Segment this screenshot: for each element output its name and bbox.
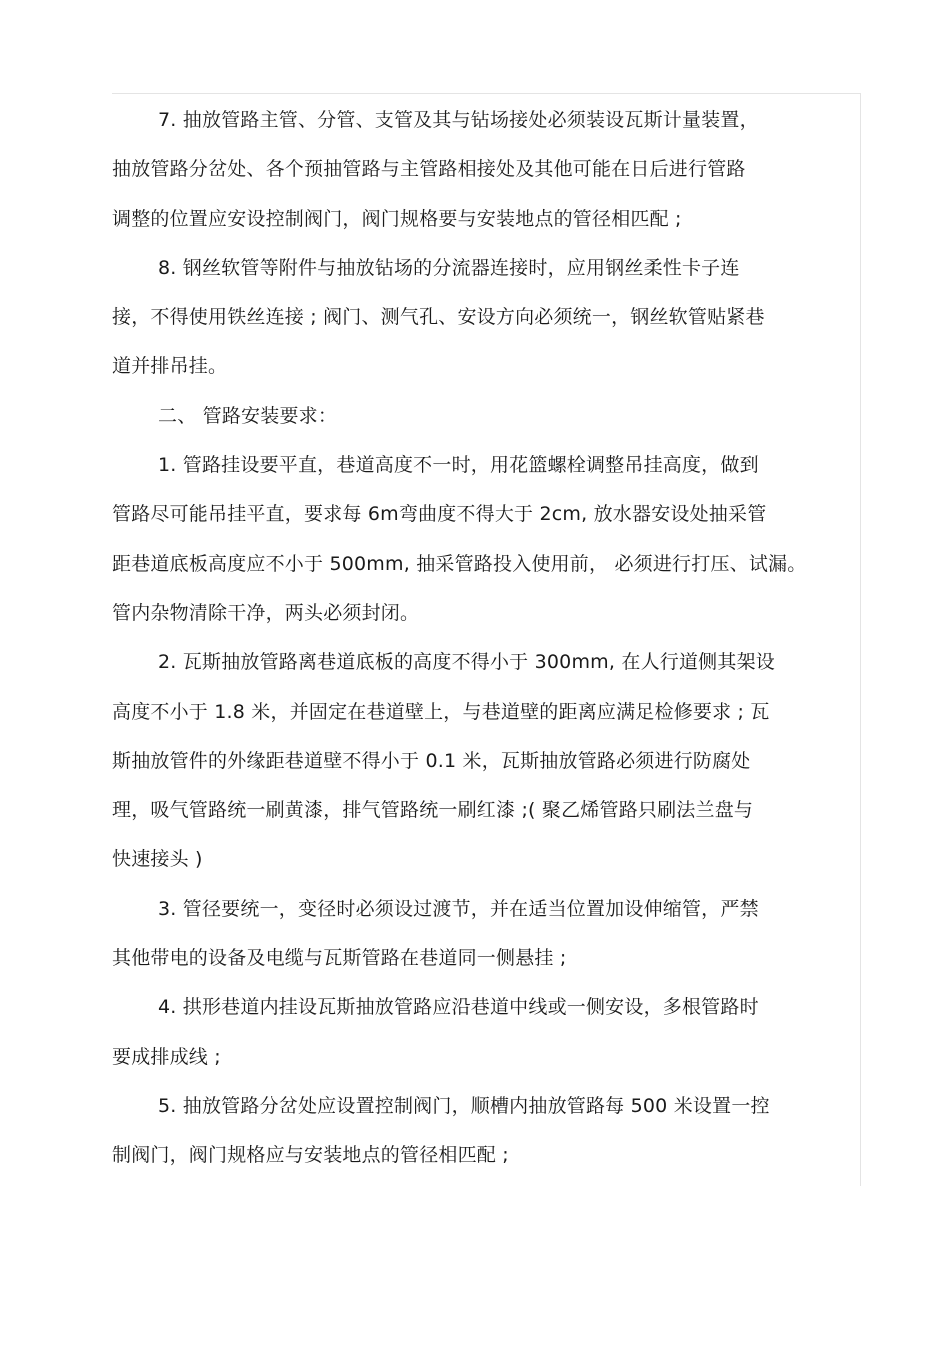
text-line: 管路尽可能吊挂平直，要求每 6m弯曲度不得大于 2cm, 放水器安设处抽采管: [112, 503, 767, 526]
text-line: 4. 拱形巷道内挂设瓦斯抽放管路应沿巷道中线或一侧安设，多根管路时: [158, 996, 759, 1019]
text-line: 调整的位置应安设控制阀门，阀门规格要与安装地点的管径相匹配 ;: [112, 207, 682, 230]
text-line: 快速接头 ): [112, 848, 203, 871]
text-line: 2. 瓦斯抽放管路离巷道底板的高度不得小于 300mm, 在人行道侧其架设: [158, 651, 775, 674]
text-line: 1. 管路挂设要平直，巷道高度不一时，用花篮螺栓调整吊挂高度，做到: [158, 454, 759, 477]
text-line: 5. 抽放管路分岔处应设置控制阀门，顺槽内抽放管路每 500 米设置一控: [158, 1094, 770, 1117]
text-line: 高度不小于 1.8 米，并固定在巷道壁上，与巷道壁的距离应满足检修要求 ; 瓦: [112, 700, 770, 723]
text-line: 要成排成线 ;: [112, 1045, 221, 1068]
page-border-top: [112, 93, 861, 94]
text-line: 道并排吊挂。: [112, 355, 228, 378]
text-line: 管内杂物清除干净，两头必须封闭。: [112, 601, 420, 624]
document-body: [112, 96, 862, 1181]
text-line: 3. 管径要统一，变径时必须设过渡节，并在适当位置加设伸缩管，严禁: [158, 897, 759, 920]
text-line: 8. 钢丝软管等附件与抽放钻场的分流器连接时，应用钢丝柔性卡子连: [158, 256, 740, 279]
text-line: 制阀门，阀门规格应与安装地点的管径相匹配 ;: [112, 1144, 509, 1167]
text-line: 抽放管路分岔处、各个预抽管路与主管路相接处及其他可能在日后进行管路: [112, 158, 746, 181]
section-heading: 二、 管路安装要求：: [158, 404, 338, 427]
text-line: 其他带电的设备及电缆与瓦斯管路在巷道同一侧悬挂 ;: [112, 947, 567, 970]
text-line: 斯抽放管件的外缘距巷道壁不得小于 0.1 米，瓦斯抽放管路必须进行防腐处: [112, 749, 751, 772]
text-line: 距巷道底板高度应不小于 500mm, 抽采管路投入使用前， 必须进行打压、试漏。: [112, 552, 807, 575]
text-line: 接，不得使用铁丝连接 ; 阀门、测气孔、安设方向必须统一，钢丝软管贴紧巷: [112, 306, 765, 329]
text-line: 7. 抽放管路主管、分管、支管及其与钻场接处必须装设瓦斯计量装置，: [158, 109, 759, 131]
text-line: 理，吸气管路统一刷黄漆，排气管路统一刷红漆 ;( 聚乙烯管路只刷法兰盘与: [112, 799, 754, 822]
